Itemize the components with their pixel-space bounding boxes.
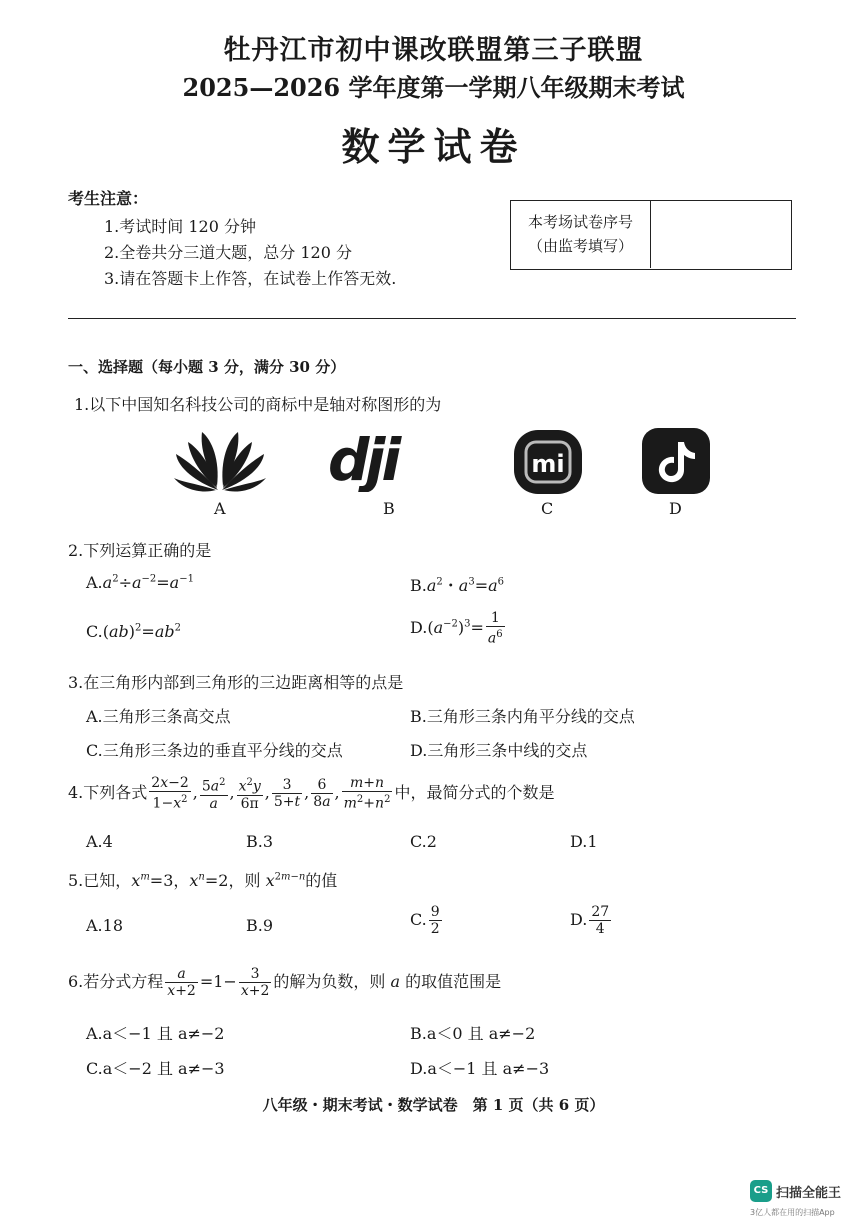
question-5-option-c: C. $\frac{9}{2}$ bbox=[410, 904, 440, 937]
huawei-logo-icon bbox=[172, 424, 268, 496]
notice-item: 2.全卷共分三道大题，总分 120 分 bbox=[104, 243, 352, 262]
question-6-option-b: B.a＜0 且 a≠−2 bbox=[410, 1024, 536, 1043]
dji-logo-icon bbox=[326, 432, 456, 492]
tiktok-logo-icon bbox=[640, 428, 712, 494]
question-4-option-a: A.4 bbox=[86, 832, 113, 851]
question-5-option-a: A.18 bbox=[86, 916, 123, 935]
question-6-stem: 6.若分式方程 $\frac{a}{x+2}$ =1− $\frac{3}{x+2}$ 的解为负数，则 a 的取值范围是 bbox=[68, 966, 502, 999]
question-3-stem: 3.在三角形内部到三角形的三边距离相等的点是 bbox=[68, 673, 404, 692]
exam-term: 2025—2026 学年度第一学期八年级期末考试 bbox=[182, 73, 685, 102]
question-5-option-b: B.9 bbox=[246, 916, 274, 935]
notice-item: 3.请在答题卡上作答，在试卷上作答无效. bbox=[104, 269, 397, 288]
question-2-option-d: $D.(a^{-2})^3=$ $\frac{1}{a^6}$ bbox=[410, 610, 503, 647]
seat-label-line1: 本考场试卷序号 bbox=[527, 213, 633, 231]
section-heading: 一、选择题（每小题 3 分，满分 30 分） bbox=[68, 358, 346, 376]
question-2-option-a: $A.a^2\div a^{-2}=a^{-1}$ bbox=[86, 573, 194, 592]
question-6-option-c: C.a＜−2 且 a≠−3 bbox=[86, 1059, 225, 1078]
question-4-option-b: B.3 bbox=[246, 832, 274, 851]
scanner-brand: 扫描全能王 bbox=[776, 1186, 842, 1201]
question-2-stem: 2.下列运算正确的是 bbox=[68, 541, 212, 560]
option-label-a: A bbox=[214, 499, 226, 518]
option-label-b: B bbox=[383, 499, 395, 518]
question-3-option-a: A.三角形三条高交点 bbox=[86, 707, 231, 726]
scanner-watermark bbox=[750, 1180, 860, 1224]
question-3-option-b: B.三角形三条内角平分线的交点 bbox=[410, 707, 635, 726]
option-label-c: C bbox=[541, 499, 554, 518]
seat-label-line2: （由监考填写） bbox=[527, 237, 633, 255]
question-4-stem: 4.下列各式 $\frac{2x-2}{1-x^2}$ , $\frac{5a^2}{a}$ , $\frac{x^2y}{6\pi}$ , $\frac{3}{5+t}$ , $\frac{6}{8a}$ , $\frac{m+n}{m^2+n^2}$ 中，最简分式的个数是 bbox=[68, 775, 555, 812]
exam-organizer: 牡丹江市初中课改联盟第三子联盟 bbox=[223, 35, 644, 66]
question-1-stem: 1.以下中国知名科技公司的商标中是轴对称图形的为 bbox=[74, 395, 442, 414]
page-footer: 八年级・期末考试・数学试卷 第 1 页（共 6 页） bbox=[262, 1096, 605, 1114]
notice-heading: 考生注意： bbox=[68, 189, 149, 208]
question-5-option-d: D. $\frac{27}{4}$ bbox=[570, 904, 610, 937]
option-label-d: D bbox=[669, 499, 682, 518]
dji-wordmark: dji bbox=[328, 432, 398, 492]
question-6-option-d: D.a＜−1 且 a≠−3 bbox=[410, 1059, 550, 1078]
scanner-tagline: 3亿人都在用的扫描App bbox=[750, 1208, 835, 1217]
question-4-option-d: D.1 bbox=[570, 832, 598, 851]
question-5-stem: 5.已知，$x^m=3$，$x^n=2$，则 $x^{2m-n}$的值 bbox=[68, 871, 338, 890]
notice-item: 1.考试时间 120 分钟 bbox=[104, 217, 256, 236]
cs-logo-icon: CS bbox=[750, 1180, 772, 1202]
question-4-option-c: C.2 bbox=[410, 832, 437, 851]
question-3-option-c: C.三角形三条边的垂直平分线的交点 bbox=[86, 741, 343, 760]
mi-logo-icon bbox=[512, 430, 584, 494]
divider bbox=[68, 318, 796, 319]
page-title: 数学试卷 bbox=[341, 124, 526, 169]
mi-wordmark: mi bbox=[531, 450, 565, 478]
seat-number-box bbox=[510, 200, 792, 270]
seat-number-label bbox=[511, 201, 651, 268]
question-3-option-d: D.三角形三条中线的交点 bbox=[410, 741, 588, 760]
question-2-option-b: $B.a^2$・$a^3=a^6$ bbox=[410, 576, 505, 595]
question-6-option-a: A.a＜−1 且 a≠−2 bbox=[86, 1024, 225, 1043]
question-2-option-c: $C.(ab)^2=ab^2$ bbox=[86, 622, 181, 641]
